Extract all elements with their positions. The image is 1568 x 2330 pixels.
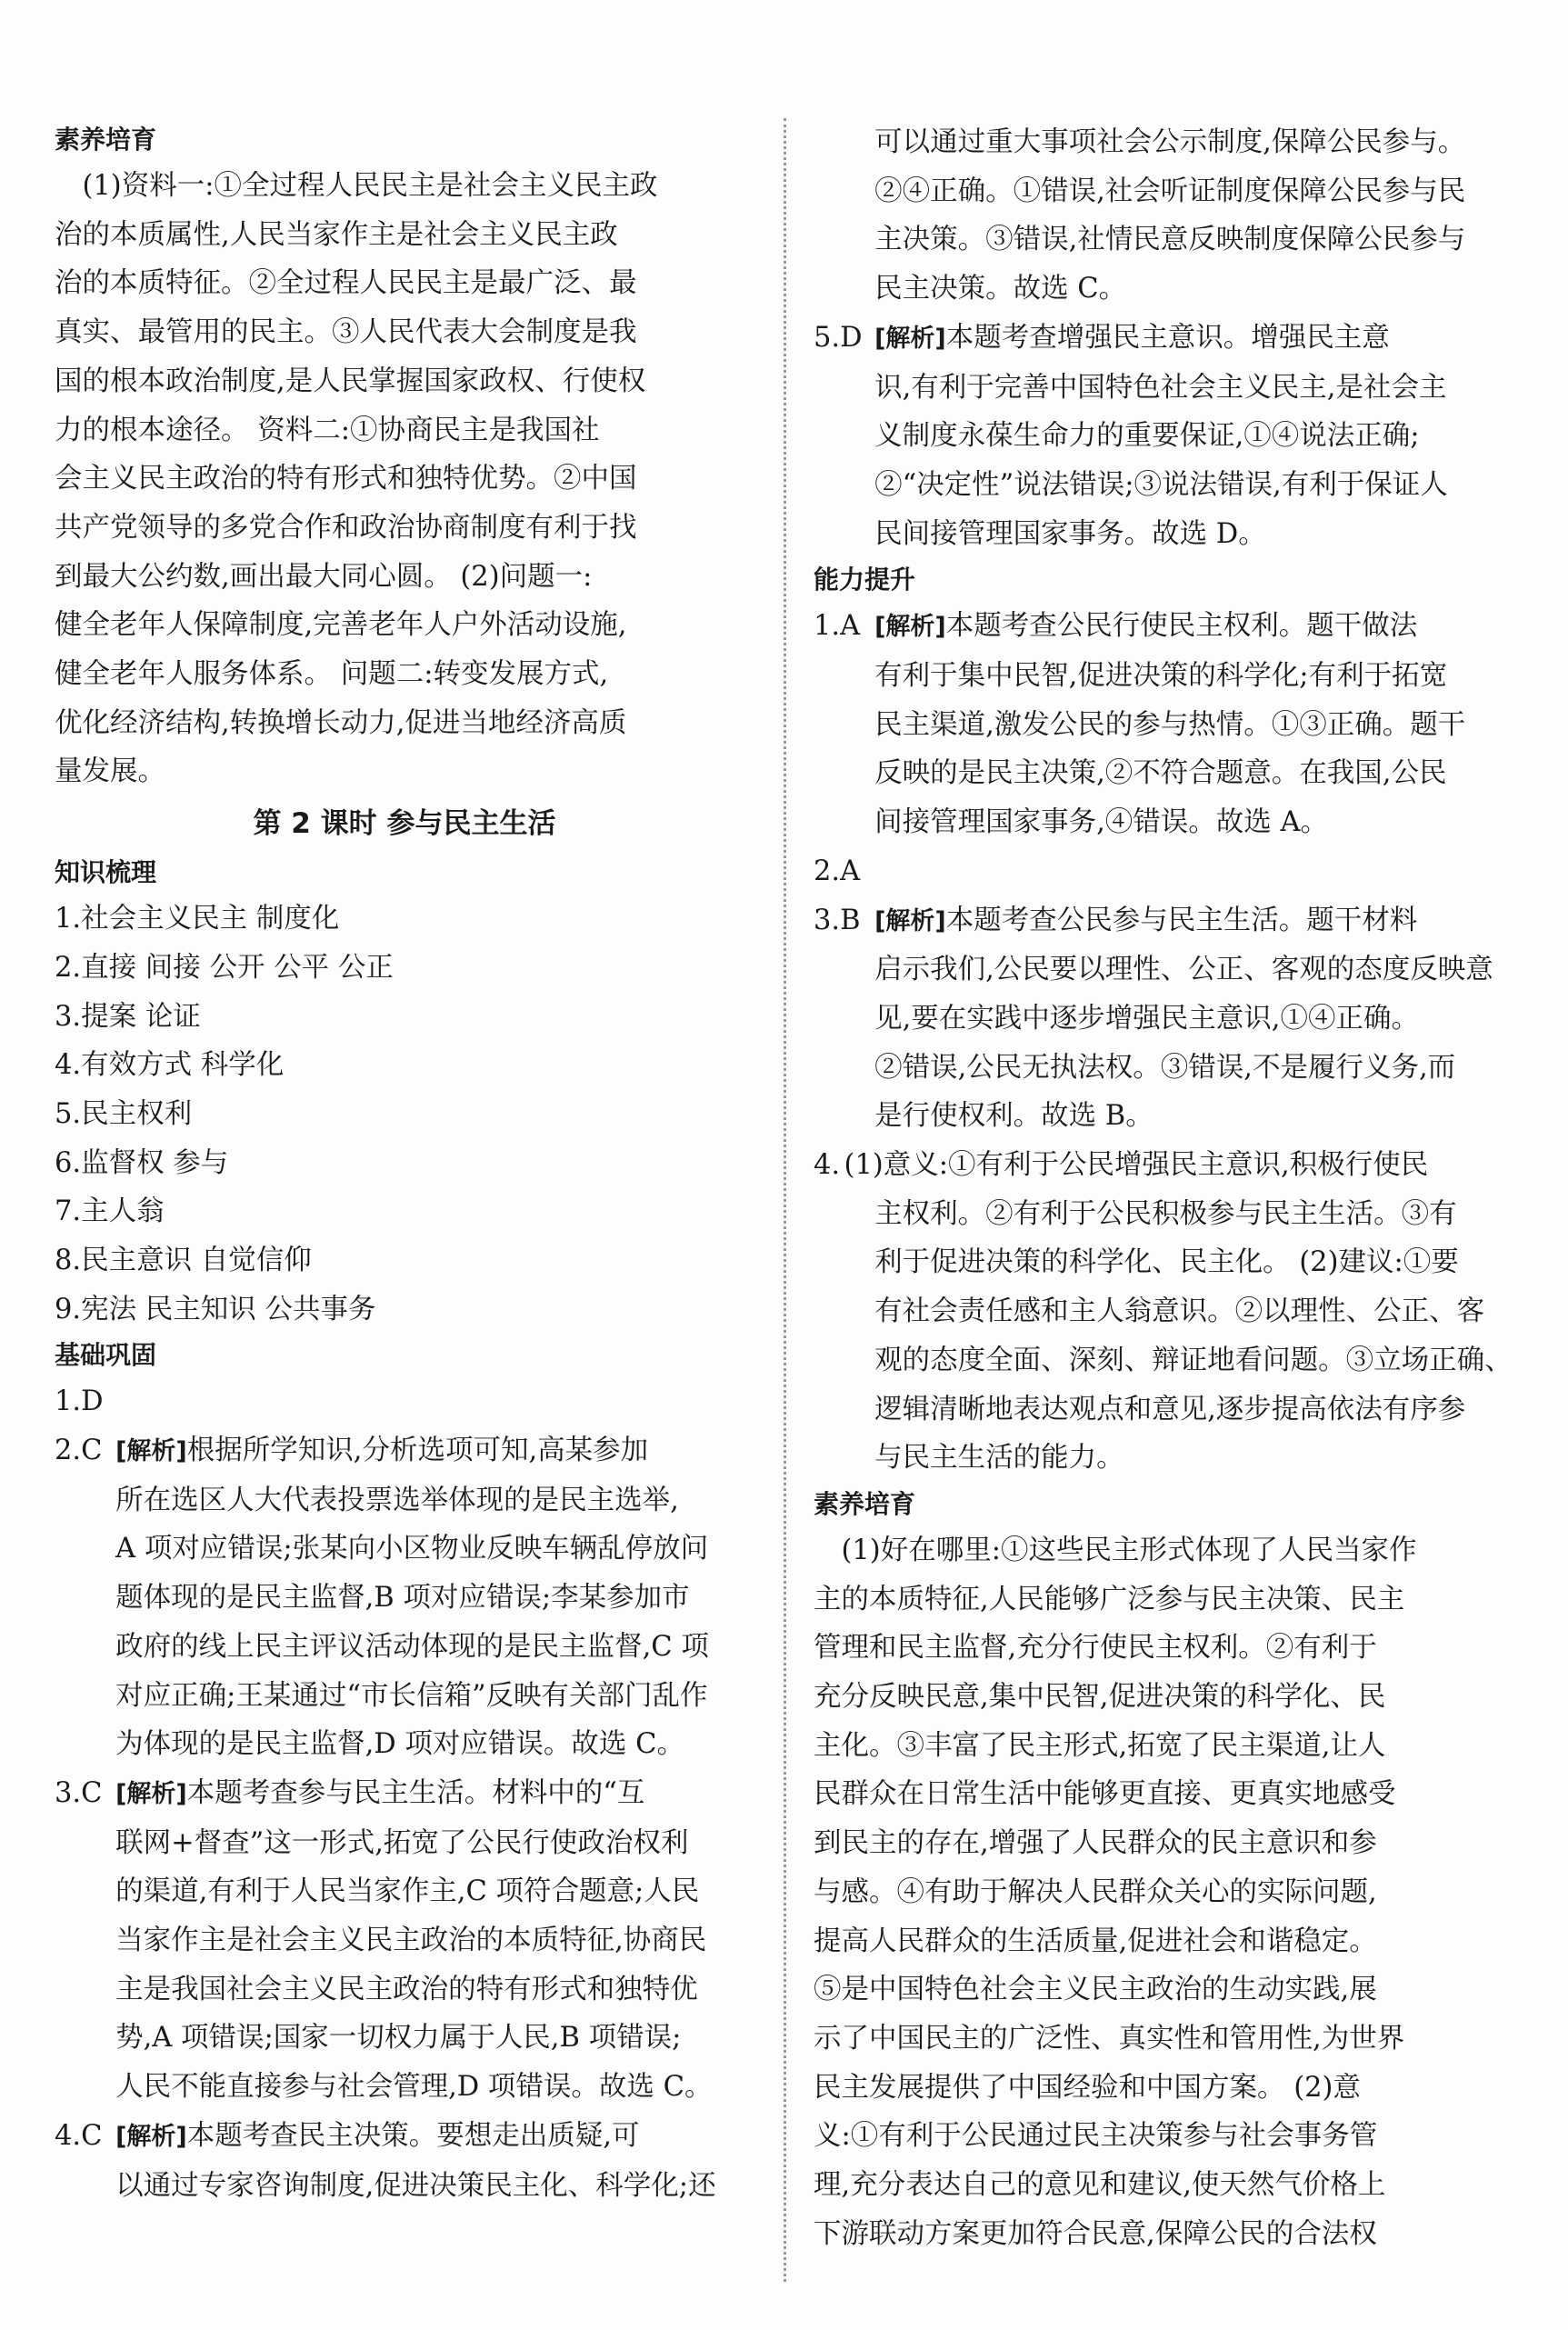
text-line: 当家作主是社会主义民主政治的本质特征,协商民 — [115, 1925, 707, 1957]
question-number: 2.C — [55, 1435, 103, 1467]
text-line: 本题考查参与民主生活。材料中的“互 — [186, 1776, 645, 1809]
left-column — [55, 118, 754, 2210]
section-heading-jichu: 基础巩固 — [55, 1340, 157, 1371]
knowledge-item: 2.直接 间接 公开 公平 公正 — [55, 951, 394, 984]
knowledge-item: 5.民主权利 — [55, 1097, 193, 1130]
section-heading-suyang-2: 素养培育 — [814, 1488, 916, 1519]
text-line: 理,充分表达自己的意见和建议,使天然气价格上 — [814, 2169, 1386, 2202]
text-line: 是行使权利。故选 B。 — [874, 1100, 1154, 1133]
text-line: 会主义民主政治的特有形式和独特优势。②中国 — [55, 463, 637, 495]
text-line: 健全老年人服务体系。 问题二:转变发展方式, — [55, 658, 609, 691]
text-line: 到最大公约数,画出最大同心圆。 (2)问题一: — [55, 560, 593, 593]
answer-q1: 1.D — [55, 1385, 104, 1418]
text-line: 本题考查公民行使民主权利。题干做法 — [945, 610, 1418, 643]
analysis-label: [解析] — [874, 613, 946, 642]
question-number: 3.C — [55, 1776, 103, 1809]
text-line: 民主决策。故选 C。 — [874, 273, 1127, 305]
knowledge-item: 3.提案 论证 — [55, 1000, 201, 1033]
analysis-label: [解析] — [115, 2122, 187, 2151]
analysis-label: [解析] — [115, 1779, 187, 1808]
text-line: 主权利。②有利于公民积极参与民主生活。③有 — [874, 1197, 1457, 1230]
question-number: 5.D — [814, 321, 863, 354]
text-line: 为体现的是民主监督,D 项对应错误。故选 C。 — [115, 1728, 684, 1761]
text-line: ②“决定性”说法错误;③说法错误,有利于保证人 — [874, 468, 1448, 501]
text-line: 治的本质属性,人民当家作主是社会主义民主政 — [55, 218, 618, 251]
section-heading-zhishi: 知识梳理 — [55, 857, 157, 888]
text-line: 有利于集中民智,促进决策的科学化;有利于拓宽 — [874, 660, 1448, 693]
text-line: 管理和民主监督,充分行使民主权利。②有利于 — [814, 1632, 1377, 1665]
text-line: 题体现的是民主监督,B 项对应错误;李某参加市 — [115, 1582, 690, 1615]
text-line: 有社会责任感和主人翁意识。②以理性、公正、客 — [874, 1295, 1485, 1328]
text-line: 本题考查公民参与民主生活。题干材料 — [945, 904, 1418, 936]
knowledge-item: 4.有效方式 科学化 — [55, 1049, 285, 1082]
text-line: 示了中国民主的广泛性、真实性和管用性,为世界 — [814, 2023, 1405, 2055]
answer-q3 — [55, 1769, 754, 2112]
text-line: 与民主生活的能力。 — [874, 1442, 1124, 1475]
text-line: ②错误,公民无执法权。③错误,不是履行义务,而 — [874, 1051, 1456, 1084]
text-line: 间接管理国家事务,④错误。故选 A。 — [874, 806, 1329, 839]
answer-n3 — [814, 896, 1523, 1142]
text-line: 识,有利于完善中国特色社会主义民主,是社会主 — [874, 371, 1447, 404]
answer-q5 — [814, 314, 1523, 559]
text-line: 人民不能直接参与社会管理,D 项错误。故选 C。 — [115, 2071, 713, 2104]
text-line: 主的本质特征,人民能够广泛参与民主决策、民主 — [814, 1583, 1405, 1615]
text-line: (1)资料一:①全过程人民民主是社会主义民主政 — [82, 170, 658, 202]
text-line: 治的本质特征。②全过程人民民主是最广泛、最 — [55, 267, 637, 300]
suyang2-answer — [814, 1526, 1523, 2259]
text-line: 反映的是民主决策,②不符合题意。在我国,公民 — [874, 757, 1447, 790]
answer-q4-continued — [814, 118, 1523, 314]
text-line: 对应正确;王某通过“市长信箱”反映有关部门乱作 — [115, 1679, 708, 1712]
text-line: 优化经济结构,转换增长动力,促进当地经济高质 — [55, 706, 627, 739]
knowledge-item: 9.宪法 民主知识 公共事务 — [55, 1293, 376, 1325]
text-line: 提高人民群众的生活质量,促进社会和谐稳定。 — [814, 1925, 1377, 1957]
text-line: 本题考查民主决策。要想走出质疑,可 — [186, 2119, 640, 2152]
text-line: 力的根本途径。 资料二:①协商民主是我国社 — [55, 414, 600, 446]
text-line: 势,A 项错误;国家一切权力属于人民,B 项错误; — [115, 2022, 682, 2055]
answer-q2 — [55, 1426, 754, 1769]
knowledge-item: 1.社会主义民主 制度化 — [55, 903, 340, 935]
text-line: 充分反映民意,集中民智,促进决策的科学化、民 — [814, 1681, 1386, 1714]
text-line: 民群众在日常生活中能够更直接、更真实地感受 — [814, 1778, 1396, 1811]
text-line: 所在选区人大代表投票选举体现的是民主选举, — [115, 1484, 679, 1516]
text-line: 量发展。 — [55, 755, 165, 788]
section-heading-suyang: 素养培育 — [55, 125, 157, 155]
answer-n2: 2.A — [814, 855, 861, 887]
text-line: 义制度永葆生命力的重要保证,①④说法正确; — [874, 420, 1420, 453]
text-line: 民主渠道,激发公民的参与热情。①③正确。题干 — [874, 708, 1466, 741]
text-line: 以通过专家咨询制度,促进决策民主化、科学化;还 — [115, 2169, 716, 2202]
text-line: ②④正确。①错误,社会听证制度保障公民参与民 — [874, 175, 1466, 207]
text-line: 逻辑清晰地表达观点和意见,逐步提高依法有序参 — [874, 1393, 1466, 1425]
text-line: 联网+督查”这一形式,拓宽了公民行使政治权利 — [115, 1826, 689, 1859]
text-line: 本题考查增强民主意识。增强民主意 — [945, 321, 1390, 354]
text-line: 民主发展提供了中国经验和中国方案。 (2)意 — [814, 2071, 1361, 2104]
answer-q4 — [55, 2112, 754, 2210]
text-line: 政府的线上民主评议活动体现的是民主监督,C 项 — [115, 1630, 709, 1663]
text-line: 见,要在实践中逐步增强民主意识,①④正确。 — [874, 1002, 1419, 1035]
text-line: 观的态度全面、深刻、辩证地看问题。③立场正确、 — [874, 1344, 1513, 1376]
text-line: 主是我国社会主义民主政治的特有形式和独特优 — [115, 1973, 698, 2005]
right-column — [814, 118, 1523, 2259]
text-line: 可以通过重大事项社会公示制度,保障公民参与。 — [874, 126, 1466, 158]
answer-n4 — [814, 1141, 1523, 1483]
question-number: 4.C — [55, 2119, 103, 2152]
text-line: 共产党领导的多党合作和政治协商制度有利于找 — [55, 511, 637, 544]
text-line: 义:①有利于公民通过民主决策参与社会事务管 — [814, 2120, 1378, 2153]
knowledge-item: 7.主人翁 — [55, 1195, 165, 1228]
text-line: 与感。④有助于解决人民群众关心的实际问题, — [814, 1875, 1377, 1908]
lesson-title: 第 2 课时 参与民主生活 — [253, 807, 556, 841]
text-line: 主决策。③错误,社情民意反映制度保障公民参与 — [874, 224, 1466, 256]
column-divider — [784, 118, 786, 2282]
text-line: 主化。③丰富了民主形式,拓宽了民主渠道,让人 — [814, 1729, 1386, 1762]
text-line: 到民主的存在,增强了人民群众的民主意识和参 — [814, 1827, 1377, 1860]
text-line: ⑤是中国特色社会主义民主政治的生动实践,展 — [814, 1974, 1377, 2006]
text-line: 利于促进决策的科学化、民主化。 (2)建议:①要 — [874, 1246, 1459, 1279]
question-number: 4. — [814, 1149, 841, 1182]
analysis-label: [解析] — [874, 324, 946, 353]
answer-n1 — [814, 602, 1523, 847]
section-heading-nengli: 能力提升 — [814, 565, 916, 595]
question-number: 1.A — [814, 610, 861, 643]
text-line: 启示我们,公民要以理性、公正、客观的态度反映意 — [874, 954, 1493, 986]
text-line: 根据所学知识,分析选项可知,高某参加 — [186, 1435, 649, 1467]
text-line: A 项对应错误;张某向小区物业反映车辆乱停放问 — [115, 1533, 709, 1565]
text-line: (1)意义:①有利于公民增强民主意识,积极行使民 — [844, 1149, 1429, 1182]
analysis-label: [解析] — [115, 1437, 187, 1466]
analysis-label: [解析] — [874, 906, 946, 935]
text-line: 下游联动方案更加符合民意,保障公民的合法权 — [814, 2217, 1377, 2250]
text-line: 健全老年人保障制度,完善老年人户外活动设施, — [55, 609, 627, 642]
text-line: 国的根本政治制度,是人民掌握国家政权、行使权 — [55, 365, 646, 397]
text-line: 的渠道,有利于人民当家作主,C 项符合题意;人民 — [115, 1875, 700, 1908]
question-number: 3.B — [814, 904, 861, 936]
text-line: 真实、最管用的民主。③人民代表大会制度是我 — [55, 316, 637, 349]
suyang-answer — [55, 162, 754, 796]
text-line: (1)好在哪里:①这些民主形式体现了人民当家作 — [841, 1534, 1417, 1566]
knowledge-item: 8.民主意识 自觉信仰 — [55, 1244, 312, 1276]
text-line: 民间接管理国家事务。故选 D。 — [874, 517, 1266, 550]
knowledge-item: 6.监督权 参与 — [55, 1146, 229, 1179]
